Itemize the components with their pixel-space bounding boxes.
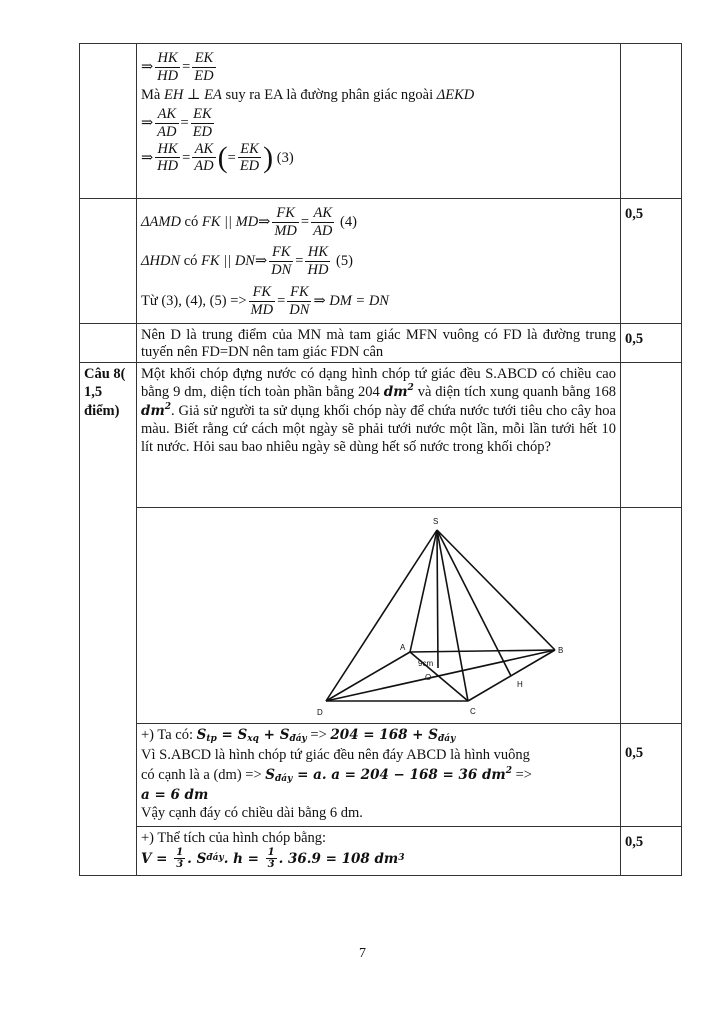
score-cell: 0,5 (621, 199, 682, 324)
label-height: 9cm (418, 659, 434, 669)
proof-statement-bisector: Mà EH ⊥ EA suy ra EA là đường phân giác ngoài ΔEKD (141, 87, 475, 104)
label-cell-empty (80, 44, 137, 199)
solution-row-1 (80, 724, 682, 826)
proof-row-3 (80, 324, 682, 363)
proof-cell-1 (137, 44, 621, 199)
label-h: H (517, 680, 523, 690)
question-text: Một khối chóp đựng nước có dạng hình chóp tứ giác đều S.ABCD có chiều cao bằng 9 dm, diện tích toàn phần bằng 204 $dm^2$ và diện tích xung quanh bằng 168 $dm^2$. Giả sử người ta sử dụng khối chóp này để chứa nước tưới tiêu cho cây hoa màu. Biết rằng cứ cách một ngày sẽ phải tưới nước một lần, mỗi lần tưới hết 10 lít nước. Hỏi sau bao nhiêu ngày sẽ dùng hết số nước trong khối chóp? (137, 363, 621, 508)
proof-step-3: ⇒ $\frac{HK}{HD}$ = $\frac{AK}{AD}$ ( = $\frac{EK}{ED}$ ) (3) (141, 140, 294, 175)
proof-row-2 (80, 199, 682, 324)
proof-step-1: ⇒ $\frac{HK}{HD}$ = $\frac{EK}{ED}$ (141, 50, 214, 84)
diag-bd (326, 650, 555, 701)
label-o: O (425, 673, 432, 683)
proof-step-5: ΔHDN có FK || DN ⇒ $\frac{FK}{DN}$ = $\frac{HK}{HD}$ (5) (141, 243, 353, 278)
score-cell: 0,5 (621, 324, 682, 363)
edge-cb (468, 650, 555, 701)
height-so (437, 530, 438, 668)
solution-line-5: Vậy cạnh đáy có chiều dài bằng 6 dm. (141, 805, 363, 822)
label-d: D (317, 708, 323, 718)
edge-da (326, 652, 410, 701)
proof-cell-3: Nên D là trung điểm của MN mà tam giác MFN vuông có FD là đường trung tuyến nên FD=DN nên tam giác FDN cân (137, 324, 621, 363)
solution-cell-2 (137, 826, 621, 875)
proof-cell-2 (137, 199, 621, 324)
solution-volume-intro: +) Thể tích của hình chóp bằng: (141, 829, 327, 846)
solution-volume-formula: V = $\frac{1}{3}$ . S đáy . h = $\frac{1}{3}$ . 36.9 = 108 dm 3 (141, 846, 405, 871)
page-number: 7 (359, 946, 366, 961)
edge-ab (410, 650, 555, 652)
edge-sd (326, 530, 437, 701)
label-a: A (400, 643, 406, 653)
score-cell: 0,5 (621, 826, 682, 875)
pyramid-figure (137, 508, 621, 722)
proof-conclusion-dm-dn: Từ (3), (4), (5) => $\frac{FK}{MD}$ = $\frac{FK}{DN}$ ⇒ DM = DN (141, 283, 389, 318)
label-b: B (558, 646, 564, 656)
fraction-hk-hd: $\frac{HK}{HD}$ (157, 50, 179, 84)
label-c: C (470, 707, 476, 717)
edge-sa (410, 530, 437, 652)
solution-row-2 (80, 826, 682, 875)
solution-line-2: Vì S.ABCD là hình chóp tứ giác đều nên đáy ABCD là hình vuông (141, 746, 530, 763)
solution-line-4: a = 6 dm (141, 787, 209, 804)
proof-step-2: ⇒ $\frac{AK}{AD}$ = $\frac{EK}{ED}$ (141, 106, 213, 141)
score-cell: 0,5 (621, 724, 682, 826)
question-row (80, 363, 682, 508)
solution-line-1: +) Ta có: Stp = Sxq + Sđáy => 204 = 168 + Sđáy (141, 727, 456, 745)
slant-sh (437, 530, 511, 676)
score-cell-empty (621, 44, 682, 199)
answer-table (79, 43, 682, 876)
proof-row-1 (80, 44, 682, 199)
figure-row (80, 508, 682, 724)
solution-cell-1 (137, 724, 621, 826)
proof-step-4: ΔAMD có FK || MD ⇒ $\frac{FK}{MD}$ = $\frac{AK}{AD}$ (4) (141, 204, 357, 239)
question-label: Câu 8( 1,5 điểm) (80, 363, 137, 875)
figure-cell (137, 508, 621, 724)
solution-line-3: có cạnh là a (dm) => Sđáy = a. a = 204 − 168 = 36 $dm^2$ => (141, 766, 532, 785)
label-s: S (433, 517, 439, 527)
fraction-ek-ed: $\frac{EK}{ED}$ (194, 50, 214, 84)
